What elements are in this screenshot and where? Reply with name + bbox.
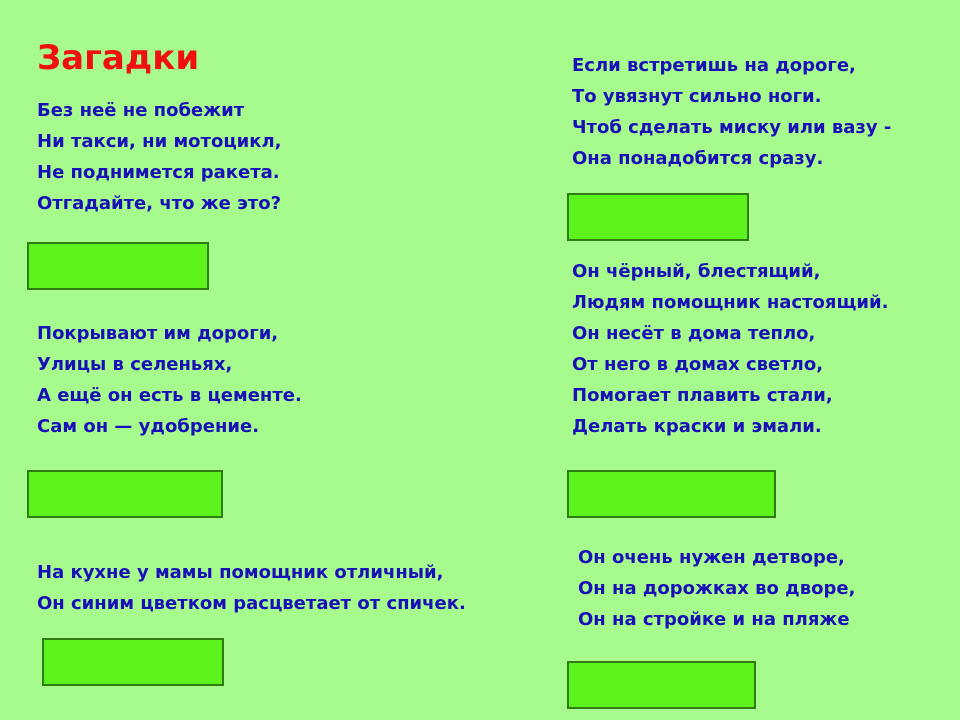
riddle-line: То увязнут сильно ноги.	[572, 86, 822, 107]
riddle-line: Без неё не побежит	[37, 100, 245, 121]
riddle-line: Ни такси, ни мотоцикл,	[37, 131, 282, 152]
riddle-2	[37, 318, 302, 442]
page-title: Загадки	[37, 38, 200, 78]
riddle-line: Он на стройке и на пляже	[578, 609, 850, 630]
riddle-4	[572, 50, 891, 174]
riddle-line: Если встретишь на дороге,	[572, 55, 856, 76]
riddle-5	[572, 256, 888, 442]
answer-box-3[interactable]	[42, 638, 224, 686]
riddle-line: Отгадайте, что же это?	[37, 193, 282, 214]
riddle-3	[37, 557, 466, 619]
riddle-line: Делать краски и эмали.	[572, 416, 822, 437]
riddle-line: Помогает плавить стали,	[572, 385, 833, 406]
riddle-line: Он очень нужен детворе,	[578, 547, 845, 568]
riddle-1	[37, 95, 282, 219]
answer-box-5[interactable]	[567, 470, 776, 518]
riddle-line: А ещё он есть в цементе.	[37, 385, 302, 406]
riddle-line: Он на дорожках во дворе,	[578, 578, 856, 599]
riddle-line: Он несёт в дома тепло,	[572, 323, 816, 344]
riddle-line: Он чёрный, блестящий,	[572, 261, 821, 282]
riddle-line: На кухне у мамы помощник отличный,	[37, 562, 444, 583]
answer-box-6[interactable]	[567, 661, 756, 709]
riddle-line: Сам он — удобрение.	[37, 416, 260, 437]
riddle-line: Покрывают им дороги,	[37, 323, 279, 344]
answer-box-1[interactable]	[27, 242, 209, 290]
riddle-line: Он синим цветком расцветает от спичек.	[37, 593, 466, 614]
riddle-line: Людям помощник настоящий.	[572, 292, 889, 313]
riddle-line: От него в домах светло,	[572, 354, 824, 375]
riddle-line: Она понадобится сразу.	[572, 148, 824, 169]
riddle-line: Чтоб сделать миску или вазу -	[572, 117, 892, 138]
riddle-6	[578, 542, 855, 635]
answer-box-4[interactable]	[567, 193, 749, 241]
riddle-line: Не поднимется ракета.	[37, 162, 280, 183]
riddle-line: Улицы в селеньях,	[37, 354, 233, 375]
answer-box-2[interactable]	[27, 470, 223, 518]
